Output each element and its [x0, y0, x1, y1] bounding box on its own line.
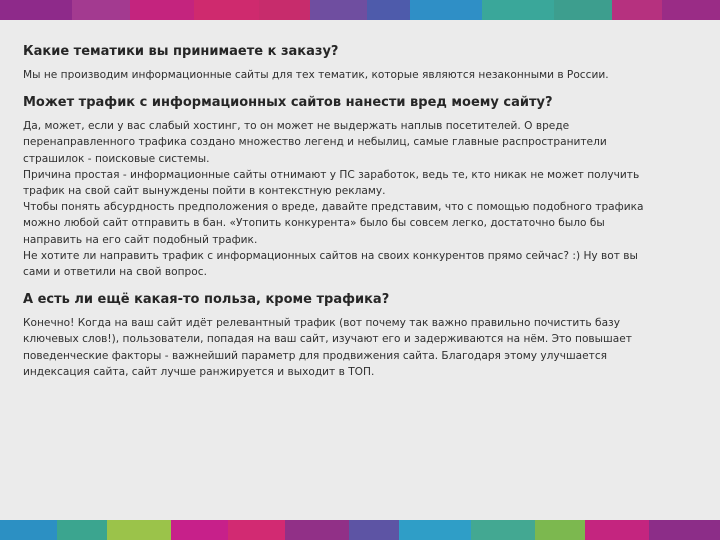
- stripe-segment: [554, 0, 612, 20]
- stripe-segment: [410, 0, 482, 20]
- bottom-color-stripe: [0, 520, 720, 540]
- stripe-segment: [482, 0, 554, 20]
- answer-line: Не хотите ли направить трафик с информационных сайтов на своих конкурентов прямо сейчас? :) Ну вот вы: [23, 249, 638, 262]
- stripe-segment: [107, 520, 171, 540]
- answer-line: перенаправленного трафика создано множество легенд и небылиц, самые главные распространители: [23, 136, 607, 149]
- answer-line: трафик на свой сайт вынуждены пойти в контекстную рекламу.: [23, 185, 386, 198]
- stripe-segment: [0, 520, 57, 540]
- stripe-segment: [399, 520, 470, 540]
- answer-line: поведенческие факторы - важнейший параметр для продвижения сайта. Благодаря этому улучшается: [23, 349, 608, 362]
- stripe-segment: [471, 520, 535, 540]
- answer-line: Чтобы понять абсурдность предположения о вреде, давайте представим, что с помощью подобного трафика: [23, 201, 644, 214]
- stripe-segment: [259, 0, 309, 20]
- answer-line: можно любой сайт отправить в бан. «Утопить конкурента» было бы совсем легко, достаточно было бы: [23, 217, 605, 230]
- stripe-segment: [367, 0, 410, 20]
- answer-line: страшилок - поисковые системы.: [23, 152, 210, 165]
- stripe-segment: [57, 520, 107, 540]
- stripe-segment: [130, 0, 195, 20]
- faq-answer-3: [23, 315, 683, 380]
- stripe-segment: [612, 0, 662, 20]
- stripe-segment: [285, 520, 349, 540]
- stripe-segment: [535, 520, 585, 540]
- faq-answer-2: [23, 118, 683, 280]
- answer-line: Мы не производим информационные сайты для тех тематик, которые являются незаконными в России.: [23, 69, 609, 81]
- faq-section-3: [23, 292, 683, 380]
- answer-line: сами и ответили на свой вопрос.: [23, 266, 207, 279]
- faq-answer-1: [23, 67, 683, 83]
- faq-section-1: [23, 44, 683, 83]
- faq-question-2: Может трафик с информационных сайтов нанести вред моему сайту?: [23, 95, 553, 111]
- stripe-segment: [310, 0, 368, 20]
- stripe-segment: [662, 0, 720, 20]
- stripe-segment: [171, 520, 228, 540]
- faq-question-1: Какие тематики вы принимаете к заказу?: [23, 44, 339, 59]
- answer-line: ключевых слов!), пользователи, попадая на ваш сайт, изучают его и задерживаются на нём. Это повышает: [23, 333, 632, 346]
- top-color-stripe: [0, 0, 720, 20]
- faq-content: [23, 44, 683, 392]
- answer-line: направить на его сайт подобный трафик.: [23, 233, 258, 246]
- answer-line: Да, может, если у вас слабый хостинг, то он может не выдержать наплыв посетителей. О вреде: [23, 120, 570, 133]
- stripe-segment: [649, 520, 720, 540]
- faq-question-3: А есть ли ещё какая-то польза, кроме трафика?: [23, 292, 390, 308]
- stripe-segment: [194, 0, 259, 20]
- stripe-segment: [585, 520, 649, 540]
- faq-section-2: [23, 95, 683, 280]
- stripe-segment: [72, 0, 130, 20]
- stripe-segment: [349, 520, 399, 540]
- answer-line: Конечно! Когда на ваш сайт идёт релевантный трафик (вот почему так важно правильно почистить базу: [23, 317, 620, 330]
- answer-line: Причина простая - информационные сайты отнимают у ПС заработок, ведь те, кто никак не может получить: [23, 168, 640, 181]
- stripe-segment: [228, 520, 285, 540]
- answer-line: индексация сайта, сайт лучше ранжируется и выходит в ТОП.: [23, 365, 375, 378]
- stripe-segment: [0, 0, 72, 20]
- slide-content-area: [0, 20, 720, 520]
